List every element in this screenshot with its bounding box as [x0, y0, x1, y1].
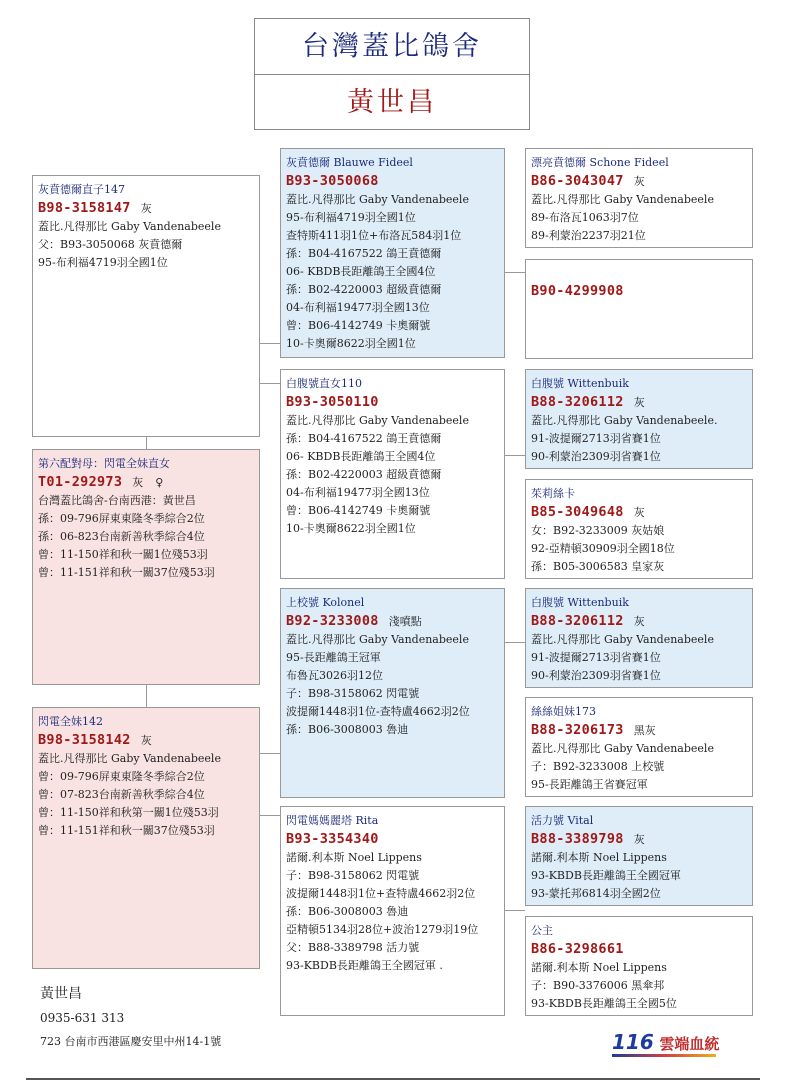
owner-name: 黃世昌 — [40, 986, 82, 1002]
ring-number: B86-3298661 — [531, 941, 624, 957]
ring-number: B88-3206112 — [531, 613, 624, 629]
info-line: 孫：09-796屏東東隆冬季綜合2位 — [38, 512, 205, 525]
info-line: 89-布洛瓦1063羽7位 — [531, 211, 639, 224]
color-label: 黑灰 — [633, 724, 656, 737]
ring-number: T01-292973 — [38, 474, 123, 490]
info-line: 10-卡奧爾8622羽全國1位 — [286, 337, 416, 350]
info-line: 90-利蒙治2309羽省賽1位 — [531, 669, 661, 682]
info-line: 10-卡奧爾8622羽全國1位 — [286, 522, 416, 535]
pigeon-name: 活力號 Vital — [531, 814, 594, 827]
sire-box — [32, 175, 260, 437]
info-line: 查特斯411羽1位+布洛瓦584羽1位 — [286, 229, 462, 242]
info-line: 曾：09-796屏東東隆冬季綜合2位 — [38, 770, 205, 783]
color-label: 灰 — [140, 202, 152, 215]
ring-number: B98-3158147 — [38, 200, 131, 216]
info-line: 93-KBDB長距離鴿王全國冠軍 — [531, 869, 681, 882]
connector-line — [505, 455, 525, 456]
info-line: 92-亞精頓30909羽全國18位 — [531, 542, 675, 555]
info-line: 06- KBDB長距離鴿王全國4位 — [286, 265, 436, 278]
connector-line — [505, 272, 525, 273]
cloud-pedigree-logo — [612, 1030, 719, 1054]
connector-line — [146, 685, 147, 707]
pigeon-name: 白腹號 Wittenbuik — [531, 596, 629, 609]
info-line: 諾爾.利本斯 Noel Lippens — [531, 961, 667, 974]
info-line: 布魯瓦3026羽12位 — [286, 669, 383, 682]
pigeon-name: 白腹號 Wittenbuik — [531, 377, 629, 390]
pigeon-name: 第六配對母：閃電全妹直女 — [38, 457, 170, 470]
ring-number: B86-3043047 — [531, 173, 624, 189]
info-line: 蓋比.凡得那比 Gaby Vandenabeele — [531, 742, 714, 755]
info-line: 亞精頓5134羽28位+波治1279羽19位 — [286, 923, 479, 936]
color-label: 灰 — [633, 833, 645, 846]
info-line: 95-長距離鴿王省賽冠軍 — [531, 778, 648, 791]
info-line: 蓋比.凡得那比 Gaby Vandenabeele — [286, 414, 469, 427]
info-line: 子：B90-3376006 黑傘邦 — [531, 979, 665, 992]
pedigree-header — [254, 18, 530, 130]
ring-number: B88-3206173 — [531, 722, 624, 738]
info-line: 93-蒙托邦6814羽全國2位 — [531, 887, 661, 900]
pigeon-name: 閃電全妹142 — [38, 715, 103, 728]
ring-number: B88-3206112 — [531, 394, 624, 410]
info-line: 孫：B05-3006583 皇家灰 — [531, 560, 665, 573]
color-label: 灰 — [132, 476, 144, 489]
loft-title: 台灣蓋比鴿舍 — [255, 19, 529, 75]
info-line: 蓋比.凡得那比 Gaby Vandenabeele. — [531, 414, 718, 427]
connector-line — [260, 815, 280, 816]
info-line: 孫：B06-3008003 魯迪 — [286, 723, 409, 736]
great-grandparent-box-6 — [525, 697, 753, 797]
info-line: 女：B92-3233009 灰姑娘 — [531, 524, 665, 537]
ring-number: B92-3233008 — [286, 613, 379, 629]
ring-number: B85-3049648 — [531, 504, 624, 520]
info-line: 06- KBDB長距離鴿王全國4位 — [286, 450, 436, 463]
ring-number: B90-4299908 — [531, 283, 624, 299]
owner-phone: 0935-631 313 — [40, 1011, 125, 1025]
info-line: 蓋比.凡得那比 Gaby Vandenabeele — [286, 633, 469, 646]
info-line: 父：B88-3389798 活力號 — [286, 941, 420, 954]
grandparent-box-3 — [280, 588, 505, 798]
info-line: 父：B93-3050068 灰賁德爾 — [38, 238, 183, 251]
info-line: 子：B92-3233008 上校號 — [531, 760, 665, 773]
info-line: 蓋比.凡得那比 Gaby Vandenabeele — [38, 752, 221, 765]
sex-symbol: ♀ — [155, 476, 164, 489]
damsire-box — [32, 707, 260, 969]
owner-title: 黃世昌 — [347, 87, 437, 118]
info-line: 曾：B06-4142749 卡奧爾號 — [286, 319, 431, 332]
color-label: 淺噴點 — [388, 615, 422, 628]
ring-number: B93-3354340 — [286, 831, 379, 847]
info-line: 子：B98-3158062 閃電號 — [286, 687, 420, 700]
pigeon-name: 閃電媽媽麗塔 Rita — [286, 814, 379, 827]
info-line: 蓋比.凡得那比 Gaby Vandenabeele — [531, 633, 714, 646]
info-line: 曾：11-150祥和秋第一關1位殘53羽 — [38, 806, 219, 819]
info-line: 93-KBDB長距離鴿王全國5位 — [531, 997, 677, 1010]
logo-number: 116 — [612, 1030, 654, 1054]
info-line: 曾：11-150祥和秋一關1位殘53羽 — [38, 548, 208, 561]
info-line: 91-波提爾2713羽省賽1位 — [531, 432, 661, 445]
great-grandparent-box-1 — [525, 148, 753, 248]
info-line: 曾：B06-4142749 卡奧爾號 — [286, 504, 431, 517]
info-line: 蓋比.凡得那比 Gaby Vandenabeele — [38, 220, 221, 233]
info-line: 孫：B04-4167522 鴿王賁德爾 — [286, 247, 442, 260]
great-grandparent-box-5 — [525, 588, 753, 688]
info-line: 95-長距離鴿王冠軍 — [286, 651, 381, 664]
info-line: 95-布利福4719羽全國1位 — [286, 211, 416, 224]
info-line: 91-波提爾2713羽省賽1位 — [531, 651, 661, 664]
info-line: 台灣蓋比鴿舍-台南西港：黃世昌 — [38, 494, 196, 507]
great-grandparent-box-7 — [525, 806, 753, 906]
info-line: 孫：B02-4220003 超級賁德爾 — [286, 468, 442, 481]
color-label: 灰 — [633, 396, 645, 409]
ring-number: B93-3050110 — [286, 394, 379, 410]
connector-line — [505, 910, 525, 911]
pigeon-name: 絲絲姐妹173 — [531, 705, 596, 718]
info-line: 孫：06-823台南新善秋季綜合4位 — [38, 530, 205, 543]
great-grandparent-box-2 — [525, 259, 753, 359]
info-line: 孫：B06-3008003 魯迪 — [286, 905, 409, 918]
ring-number: B93-3050068 — [286, 173, 379, 189]
info-line: 90-利蒙治2309羽省賽1位 — [531, 450, 661, 463]
info-line: 89-利蒙治2237羽21位 — [531, 229, 646, 242]
info-line: 波提爾1448羽1位+查特盧4662羽2位 — [286, 887, 476, 900]
pigeon-name: 白腹號直女110 — [286, 377, 362, 390]
info-line: 93-KBDB長距離鴿王全國冠軍 . — [286, 959, 443, 972]
pigeon-name: 公主 — [531, 924, 553, 937]
info-line: 孫：B04-4167522 鴿王賁德爾 — [286, 432, 442, 445]
info-line: 子：B98-3158062 閃電號 — [286, 869, 420, 882]
grandparent-box-4 — [280, 806, 505, 1016]
pigeon-name: 灰賁德爾直子147 — [38, 183, 125, 196]
info-line: 蓋比.凡得那比 Gaby Vandenabeele — [531, 193, 714, 206]
logo-underline — [612, 1054, 716, 1057]
info-line: 波提爾1448羽1位-查特盧4662羽2位 — [286, 705, 470, 718]
pigeon-name: 上校號 Kolonel — [286, 596, 365, 609]
connector-line — [505, 642, 525, 643]
pigeon-name: 灰賁德爾 Blauwe Fideel — [286, 156, 413, 169]
grandparent-box-2 — [280, 369, 505, 579]
connector-line — [146, 437, 147, 449]
owner-contact — [40, 984, 221, 1052]
info-line: 曾：07-823台南新善秋季綜合4位 — [38, 788, 205, 801]
great-grandparent-box-8 — [525, 916, 753, 1016]
footer-divider — [26, 1078, 760, 1080]
pigeon-name: 茱莉絲卡 — [531, 487, 575, 500]
color-label: 灰 — [633, 615, 645, 628]
dam-box — [32, 449, 260, 685]
info-line: 曾：11-151祥和秋一關37位殘53羽 — [38, 566, 215, 579]
great-grandparent-box-3 — [525, 369, 753, 469]
owner-address: 723 台南市西港區慶安里中州14-1號 — [40, 1035, 222, 1048]
connector-line — [260, 343, 280, 344]
ring-number: B88-3389798 — [531, 831, 624, 847]
connector-line — [260, 383, 280, 384]
color-label: 灰 — [633, 175, 645, 188]
info-line: 孫：B02-4220003 超級賁德爾 — [286, 283, 442, 296]
info-line: 蓋比.凡得那比 Gaby Vandenabeele — [286, 193, 469, 206]
info-line: 諾爾.利本斯 Noel Lippens — [286, 851, 422, 864]
info-line: 諾爾.利本斯 Noel Lippens — [531, 851, 667, 864]
grandparent-box-1 — [280, 148, 505, 358]
great-grandparent-box-4 — [525, 479, 753, 579]
connector-line — [260, 753, 280, 754]
ring-number: B98-3158142 — [38, 732, 131, 748]
pigeon-name: 漂亮賁德爾 Schone Fideel — [531, 156, 669, 169]
color-label: 灰 — [140, 734, 152, 747]
info-line: 95-布利福4719羽全國1位 — [38, 256, 168, 269]
info-line: 04-布利福19477羽全國13位 — [286, 301, 430, 314]
color-label: 灰 — [633, 506, 645, 519]
logo-text: 雲端血統 — [659, 1035, 720, 1053]
info-line: 04-布利福19477羽全國13位 — [286, 486, 430, 499]
info-line: 曾：11-151祥和秋一關37位殘53羽 — [38, 824, 215, 837]
